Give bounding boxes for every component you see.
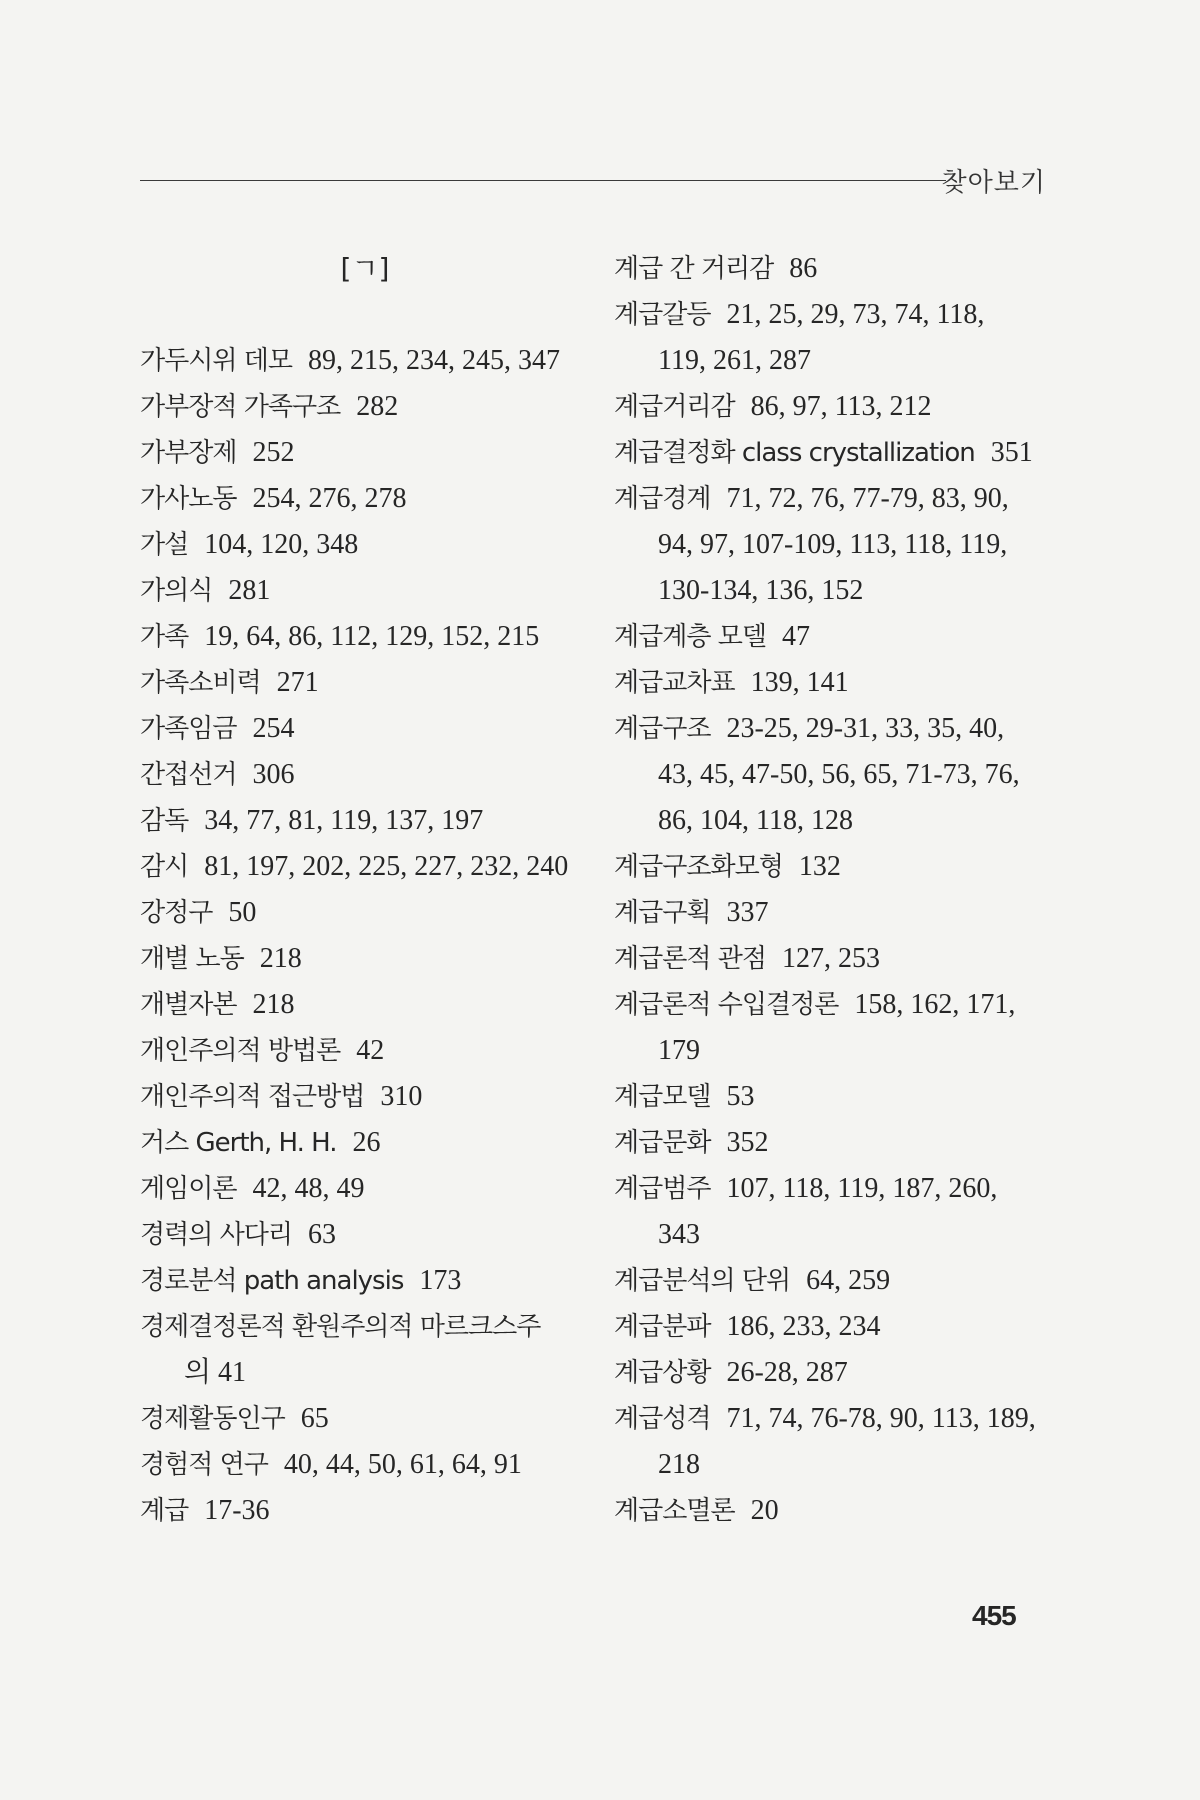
index-entry [614,430,1054,476]
index-pages: 42, 48, 49 [252,1173,365,1204]
index-pages: 53 [726,1081,755,1112]
index-term: 거스 Gerth, H. H. [140,1128,337,1158]
page-number: 455 [972,1600,1016,1631]
index-term: 계급모델 [614,1082,711,1112]
index-pages: 281 [228,575,271,606]
index-entry [140,1120,590,1166]
index-pages: 19, 64, 86, 112, 129, 152, 215 [204,621,540,652]
index-pages-continued: 218 [658,1449,700,1480]
index-entry [140,1028,590,1074]
index-entry [614,246,1054,292]
left-entry-list [140,338,590,1534]
index-entry [614,1304,1054,1350]
index-term: 계급성격 [614,1404,711,1434]
index-term: 경제결정론적 환원주의적 마르크스주 [140,1312,541,1342]
index-pages: 254 [252,713,295,744]
index-pages-continued: 179 [658,1035,700,1066]
index-term: 계급구획 [614,898,711,928]
index-pages-continued: 43, 45, 47-50, 56, 65, 71-73, 76, [658,759,1020,790]
index-term: 계급문화 [614,1128,711,1158]
index-entry [614,1350,1054,1396]
index-entry [140,798,590,844]
index-entry [140,1074,590,1120]
index-term: 계급범주 [614,1174,711,1204]
index-pages-continued: 119, 261, 287 [658,345,811,376]
index-entry [140,660,590,706]
index-pages: 306 [252,759,295,790]
index-pages: 34, 77, 81, 119, 137, 197 [204,805,484,836]
index-term: 가설 [140,530,189,560]
index-term: 가의식 [140,576,213,606]
index-term: 개인주의적 방법론 [140,1036,341,1066]
index-entry [614,384,1054,430]
index-pages: 23-25, 29-31, 33, 35, 40, [726,713,1005,744]
index-pages: 64, 259 [806,1265,891,1296]
index-entry [614,936,1054,982]
index-pages: 282 [356,391,399,422]
index-pages: 47 [781,621,810,652]
header-rule [140,180,946,181]
index-term: 경제활동인구 [140,1404,285,1434]
index-pages: 351 [990,437,1033,468]
index-pages-continued: 343 [658,1219,700,1250]
left-column [140,246,590,1534]
index-term: 계급상황 [614,1358,711,1388]
index-term: 경험적 연구 [140,1450,268,1480]
index-term: 개별 노동 [140,944,244,974]
index-pages: 186, 233, 234 [726,1311,881,1342]
index-term: 계급 간 거리감 [614,254,774,284]
index-pages: 107, 118, 119, 187, 260, [726,1173,998,1204]
index-pages: 352 [726,1127,769,1158]
running-head [140,158,1046,202]
index-entry [614,1166,1054,1258]
index-pages: 40, 44, 50, 61, 64, 91 [283,1449,522,1480]
index-entry [614,660,1054,706]
index-entry [614,1396,1054,1488]
index-term: 계급계층 모델 [614,622,766,652]
right-column [614,246,1054,1534]
index-term: 경력의 사다리 [140,1220,292,1250]
index-entry [140,568,590,614]
index-term: 계급거리감 [614,392,735,422]
index-entry [614,982,1054,1074]
index-entry [614,1120,1054,1166]
index-pages-continued: 86, 104, 118, 128 [658,805,853,836]
index-pages: 158, 162, 171, [854,989,1016,1020]
index-pages: 65 [300,1403,329,1434]
index-pages: 81, 197, 202, 225, 227, 232, 240 [204,851,569,882]
index-pages: 50 [228,897,257,928]
index-entry [140,1396,590,1442]
index-term: 계급 [140,1496,189,1526]
index-pages: 127, 253 [781,943,880,974]
index-pages: 271 [276,667,319,698]
index-entry [614,706,1054,844]
index-pages: 218 [252,989,295,1020]
index-entry [614,1488,1054,1534]
index-term: 계급론적 관점 [614,944,766,974]
index-pages-continued: 130-134, 136, 152 [658,575,864,606]
index-pages: 21, 25, 29, 73, 74, 118, [726,299,985,330]
index-term: 감시 [140,852,189,882]
index-pages-continued: 94, 97, 107-109, 113, 118, 119, [658,529,1008,560]
index-entry [140,706,590,752]
index-entry [140,384,590,430]
index-pages: 310 [380,1081,423,1112]
index-term: 경로분석 path analysis [140,1266,404,1296]
index-pages: 86 [789,253,818,284]
index-term: 개별자본 [140,990,237,1020]
index-entry [140,614,590,660]
index-pages: 71, 74, 76-78, 90, 113, 189, [726,1403,1036,1434]
index-pages: 17-36 [204,1495,270,1526]
index-term: 가족임금 [140,714,237,744]
index-pages: 218 [259,943,302,974]
index-term: 계급결정화 class crystallization [614,438,975,468]
index-entry [140,1442,590,1488]
index-entry [614,476,1054,614]
index-pages: 173 [419,1265,462,1296]
index-term: 계급갈등 [614,300,711,330]
index-term: 감독 [140,806,189,836]
index-term: 계급론적 수입결정론 [614,990,839,1020]
index-entry [140,1212,590,1258]
index-entry [140,1166,590,1212]
index-pages: 71, 72, 76, 77-79, 83, 90, [726,483,1009,514]
index-term: 계급경계 [614,484,711,514]
index-pages: 20 [750,1495,779,1526]
index-term: 가부장제 [140,438,237,468]
index-term: 게임이론 [140,1174,237,1204]
index-term: 계급구조화모형 [614,852,783,882]
index-entry [140,1304,590,1396]
index-term: 계급교차표 [614,668,735,698]
index-entry [614,1258,1054,1304]
index-pages: 89, 215, 234, 245, 347 [307,345,560,376]
index-pages: 139, 141 [750,667,849,698]
running-head-title: 찾아보기 [941,168,1046,198]
index-entry [140,476,590,522]
index-term: 가사노동 [140,484,237,514]
index-pages: 63 [307,1219,336,1250]
index-entry [140,1258,590,1304]
index-pages: 104, 120, 348 [204,529,359,560]
index-term: 간접선거 [140,760,237,790]
index-pages: 254, 276, 278 [252,483,407,514]
right-entry-list [614,246,1054,1534]
index-term: 강정구 [140,898,213,928]
section-heading: [ㄱ] [340,252,390,285]
index-term: 가두시위 데모 [140,346,292,376]
index-pages: 252 [252,437,295,468]
index-term: 계급소멸론 [614,1496,735,1526]
index-term: 개인주의적 접근방법 [140,1082,365,1112]
index-pages-continued: 의 41 [184,1357,247,1388]
index-entry [140,522,590,568]
index-term: 계급분석의 단위 [614,1266,791,1296]
index-pages: 42 [356,1035,385,1066]
index-term: 가부장적 가족구조 [140,392,341,422]
index-entry [614,1074,1054,1120]
index-entry [614,890,1054,936]
index-entry [140,430,590,476]
index-pages: 132 [798,851,841,882]
index-entry [614,844,1054,890]
index-entry [140,1488,590,1534]
index-pages: 337 [726,897,769,928]
index-pages: 26-28, 287 [726,1357,848,1388]
index-entry [614,614,1054,660]
index-entry [140,752,590,798]
index-pages: 86, 97, 113, 212 [750,391,932,422]
index-term: 계급구조 [614,714,711,744]
index-term: 계급분파 [614,1312,711,1342]
index-entry [140,936,590,982]
index-pages: 26 [352,1127,381,1158]
index-term: 가족 [140,622,189,652]
index-entry [140,890,590,936]
index-entry [140,844,590,890]
index-entry [140,982,590,1028]
index-entry [140,338,590,384]
index-term: 가족소비력 [140,668,261,698]
index-entry [614,292,1054,384]
